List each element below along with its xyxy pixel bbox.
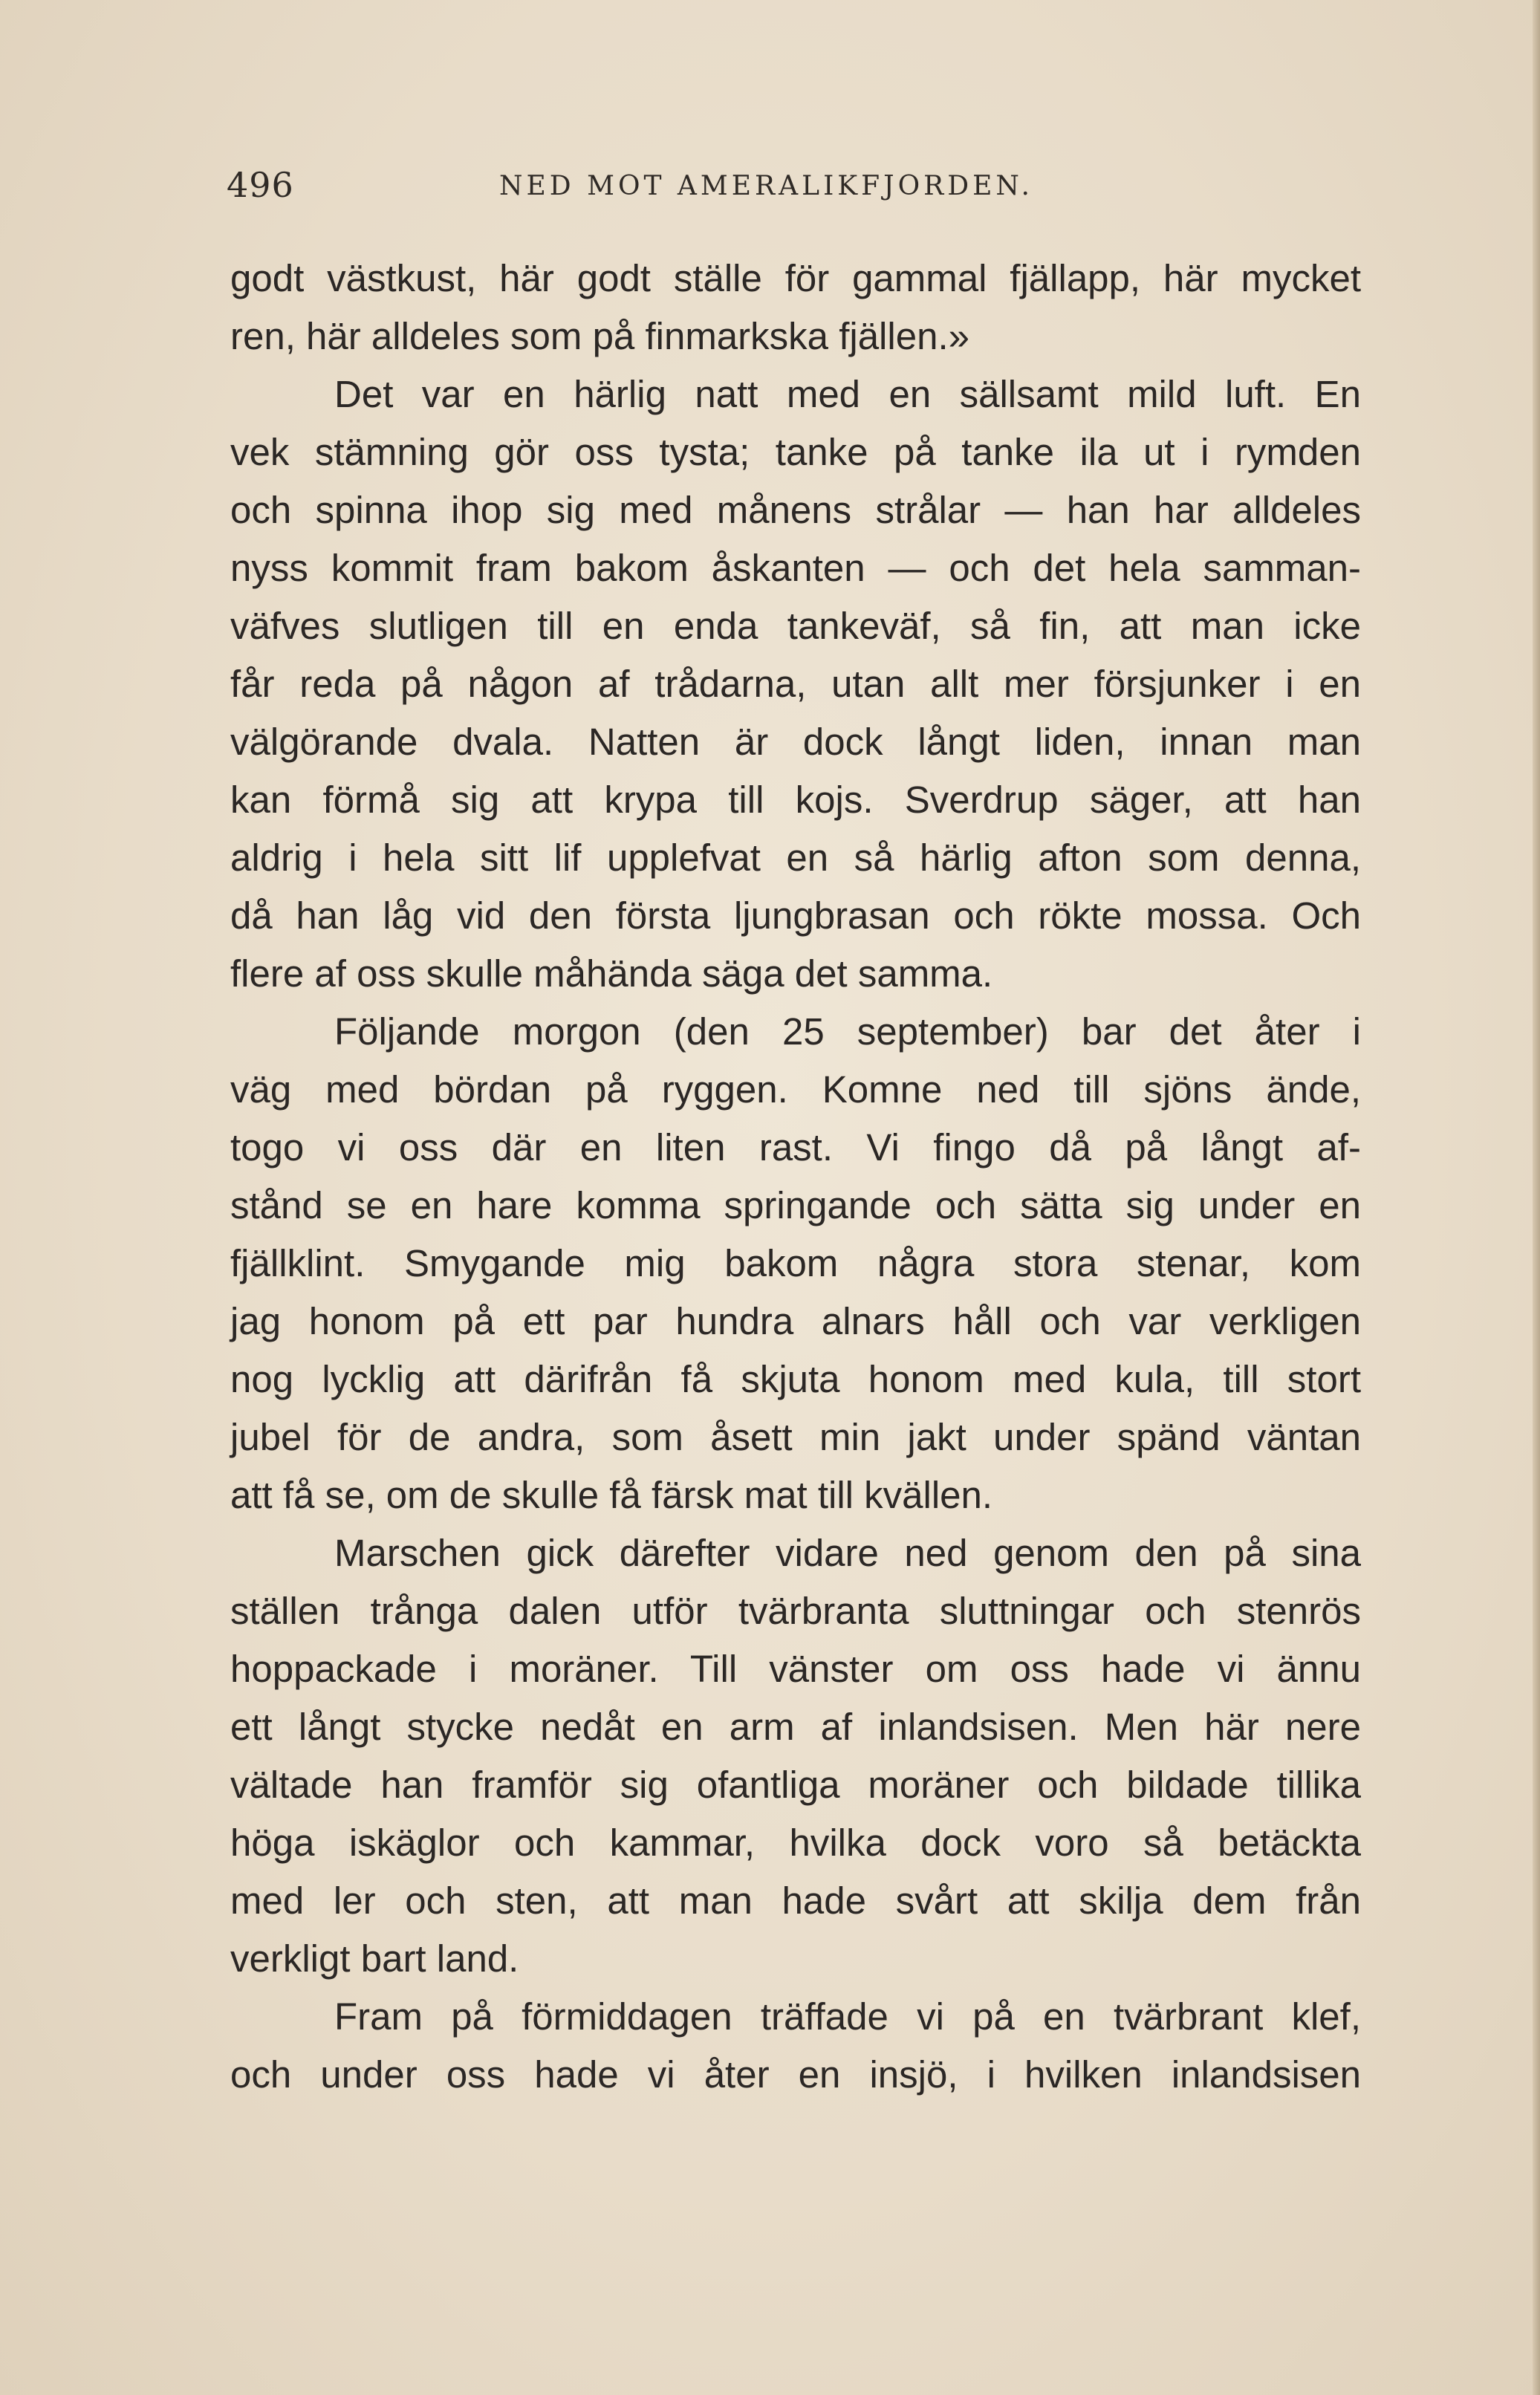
text-line: Marschen gick därefter vidare ned genom den på sina [334, 1532, 1361, 1574]
text-line: vek stämning gör oss tysta; tanke på tanke ila ut i rymden [230, 431, 1361, 473]
text-line: fjällklint. Smygande mig bakom några stora stenar, kom [230, 1242, 1361, 1284]
page-number: 496 [227, 165, 294, 205]
page-edge [1533, 0, 1540, 2395]
text-line: hoppackade i moräner. Till vänster om oss hade vi ännu [230, 1648, 1361, 1690]
text-line: Det var en härlig natt med en sällsamt mild luft. En [334, 373, 1361, 415]
text-line: stånd se en hare komma springande och sätta sig under en [230, 1184, 1361, 1226]
text-line: får reda på någon af trådarna, utan allt mer försjunker i en [230, 663, 1361, 705]
text-line: nog lycklig att därifrån få skjuta honom med kula, till stort [230, 1358, 1361, 1400]
text-line: höga iskäglor och kammar, hvilka dock voro så betäckta [230, 1822, 1361, 1864]
text-line: Följande morgon (den 25 september) bar det åter i [334, 1010, 1361, 1053]
text-line: nyss kommit fram bakom åskanten — och det hela samman- [230, 547, 1361, 589]
text-line: ett långt stycke nedåt en arm af inlandsisen. Men här nere [230, 1706, 1361, 1748]
body-text [230, 250, 1361, 2104]
running-title: NED MOT AMERALIKFJORDEN. [499, 171, 1033, 201]
text-line: då han låg vid den första ljungbrasan och rökte mossa. Och [230, 894, 1361, 937]
text-line: togo vi oss där en liten rast. Vi fingo då på långt af- [230, 1126, 1361, 1169]
text-line: med ler och sten, att man hade svårt att skilja dem från [230, 1879, 1361, 1922]
text-line: vältade han framför sig ofantliga moräner och bildade tillika [230, 1764, 1361, 1806]
text-line: och spinna ihop sig med månens strålar — han har alldeles [230, 489, 1361, 531]
text-line: att få se, om de skulle få färsk mat till kvällen. [230, 1474, 993, 1516]
text-line: och under oss hade vi åter en insjö, i hvilken inlandsisen [230, 2053, 1361, 2096]
page-header [227, 165, 1356, 217]
text-line: flere af oss skulle måhända säga det samma. [230, 952, 993, 995]
text-line: Fram på förmiddagen träffade vi på en tvärbrant klef, [334, 1995, 1361, 2038]
text-line: välgörande dvala. Natten är dock långt liden, innan man [230, 721, 1361, 763]
text-line: väg med bördan på ryggen. Komne ned till sjöns ände, [230, 1068, 1361, 1111]
text-line: väfves slutligen till en enda tankeväf, så fin, att man icke [230, 605, 1361, 647]
text-line: jag honom på ett par hundra alnars håll och var verkligen [230, 1300, 1361, 1342]
text-line: ren, här alldeles som på finmarkska fjällen.» [230, 315, 969, 357]
text-line: godt västkust, här godt ställe för gammal fjällapp, här mycket [230, 257, 1361, 299]
text-line: jubel för de andra, som åsett min jakt under spänd väntan [230, 1416, 1361, 1458]
text-line: aldrig i hela sitt lif upplefvat en så härlig afton som denna, [230, 836, 1361, 879]
text-line: kan förmå sig att krypa till kojs. Sverdrup säger, att han [230, 779, 1361, 821]
text-line: ställen trånga dalen utför tvärbranta sluttningar och stenrös [230, 1590, 1361, 1632]
text-line: verkligt bart land. [230, 1937, 519, 1980]
